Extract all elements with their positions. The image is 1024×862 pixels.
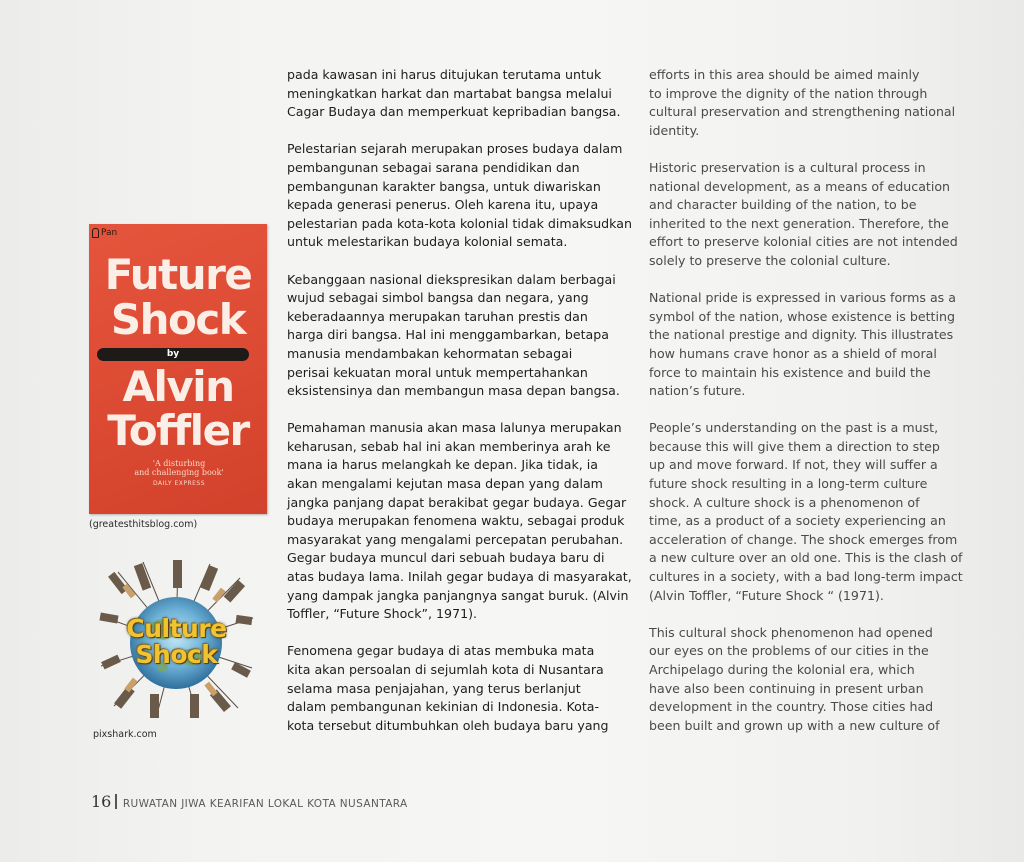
book-author-line2: Toffler	[107, 406, 249, 455]
paragraph: Pemahaman manusia akan masa lalunya merupakan keharusan, sebab hal ini akan memberinya arah ke mana ia harus melangkah ke depan. Jika tidak, ia akan mengalami kejutan masa depan yang dalam jangka panjang dapat berakibat gegar budaya. Gegar budaya merupakan fenomena waktu, sebagai produk masyarakat yang mengalami percepatan perubahan. Gegar budaya muncul dari sebuah budaya baru di atas budaya lama. Inilah gegar budaya di masyarakat, yang dampak jangka panjangnya sangat buruk. (Alvin Toffler, “Future Shock”, 1971).	[287, 420, 632, 622]
footer-book-title: RUWATAN JIWA KEARIFAN LOKAL KOTA NUSANTARA	[122, 798, 408, 810]
publisher-logo	[92, 228, 117, 238]
paragraph: pada kawasan ini harus ditujukan terutama untuk meningkatkan harkat dan martabat bangsa melalui Cagar Budaya dan memperkuat kepribadian bangsa.	[287, 67, 621, 120]
future-shock-book-cover	[89, 224, 267, 514]
footer-divider	[115, 794, 117, 809]
culture-shock-caption: pixshark.com	[93, 729, 157, 740]
culture-shock-title-line1: Culture	[126, 614, 227, 643]
paragraph: National pride is expressed in various forms as a symbol of the nation, whose existence is betting the national prestige and dignity. This illustrates how humans crave honor as a shield of moral force to maintain his existence and build the nation’s future.	[649, 290, 956, 399]
paragraph: Pelestarian sejarah merupakan proses budaya dalam pembangunan sebagai sarana pendidikan dan pembangunan karakter bangsa, untuk diwariskan kepada generasi penerus. Oleh karena itu, upaya pelestarian pada kota-kota kolonial tidak dimaksudkan untuk melestarikan budaya kolonial semata.	[287, 141, 632, 250]
culture-shock-image	[98, 558, 255, 720]
paragraph: Kebanggaan nasional diekspresikan dalam berbagai wujud sebagai simbol bangsa dan negara, yang keberadaannya merupakan taruhan prestis dan harga diri bangsa. Hal ini menggambarkan, betapa manusia mendambakan kehormatan sebagai perisai kekuatan moral untuk mempertahankan eksistensinya dan membangun masa depan bangsa.	[287, 271, 620, 399]
book-quote: 'A disturbing and challenging book'	[134, 459, 224, 477]
pan-logo-icon	[92, 228, 99, 238]
book-title-line2: Shock	[110, 295, 246, 344]
book-quote-source: DAILY EXPRESS	[152, 480, 206, 487]
publisher-name: Pan	[101, 228, 118, 238]
book-title-line1: Future	[104, 250, 252, 299]
book-cover-caption: (greatesthitsblog.com)	[89, 519, 198, 530]
paragraph: This cultural shock phenomenon had opened our eyes on the problems of our cities in the Archipelago during the kolonial era, which have also been continuing in present urban development in the country. Those cities had been built and grown up with a new culture of	[649, 624, 940, 733]
english-text-column	[649, 66, 969, 754]
book-by-bar: by	[97, 348, 249, 361]
paragraph: efforts in this area should be aimed mainly to improve the dignity of the nation through cultural preservation and strengthening national identity.	[649, 67, 956, 138]
paragraph: Historic preservation is a cultural process in national development, as a means of education and character building of the nation, to be inherited to the next generation. Therefore, the effort to preserve kolonial cities are not intended solely to preserve the colonial culture.	[649, 159, 958, 268]
paragraph: Fenomena gegar budaya di atas membuka mata kita akan persoalan di sejumlah kota di Nusantara selama masa penjajahan, yang terus berlanjut dalam pembangunan kekinian di Indonesia. Kota- kota tersebut ditumbuhkan oleh budaya baru yang	[287, 643, 609, 733]
page-footer	[91, 792, 408, 811]
paragraph: People’s understanding on the past is a must, because this will give them a direction to step up and move forward. If not, they will suffer a future shock resulting in a long-term culture shock. A culture shock is a phenomenon of time, as a product of a society experiencing an acceleration of change. The shock emerges from a new culture over an old one. This is the clash of cultures in a society, with a bad long-term impact (Alvin Toffler, “Future Shock “ (1971).	[649, 420, 963, 603]
indonesian-text-column	[287, 66, 632, 754]
book-author-line1: Alvin	[122, 362, 234, 411]
page-number: 16	[91, 792, 112, 811]
culture-shock-title-line2: Shock	[135, 640, 218, 669]
